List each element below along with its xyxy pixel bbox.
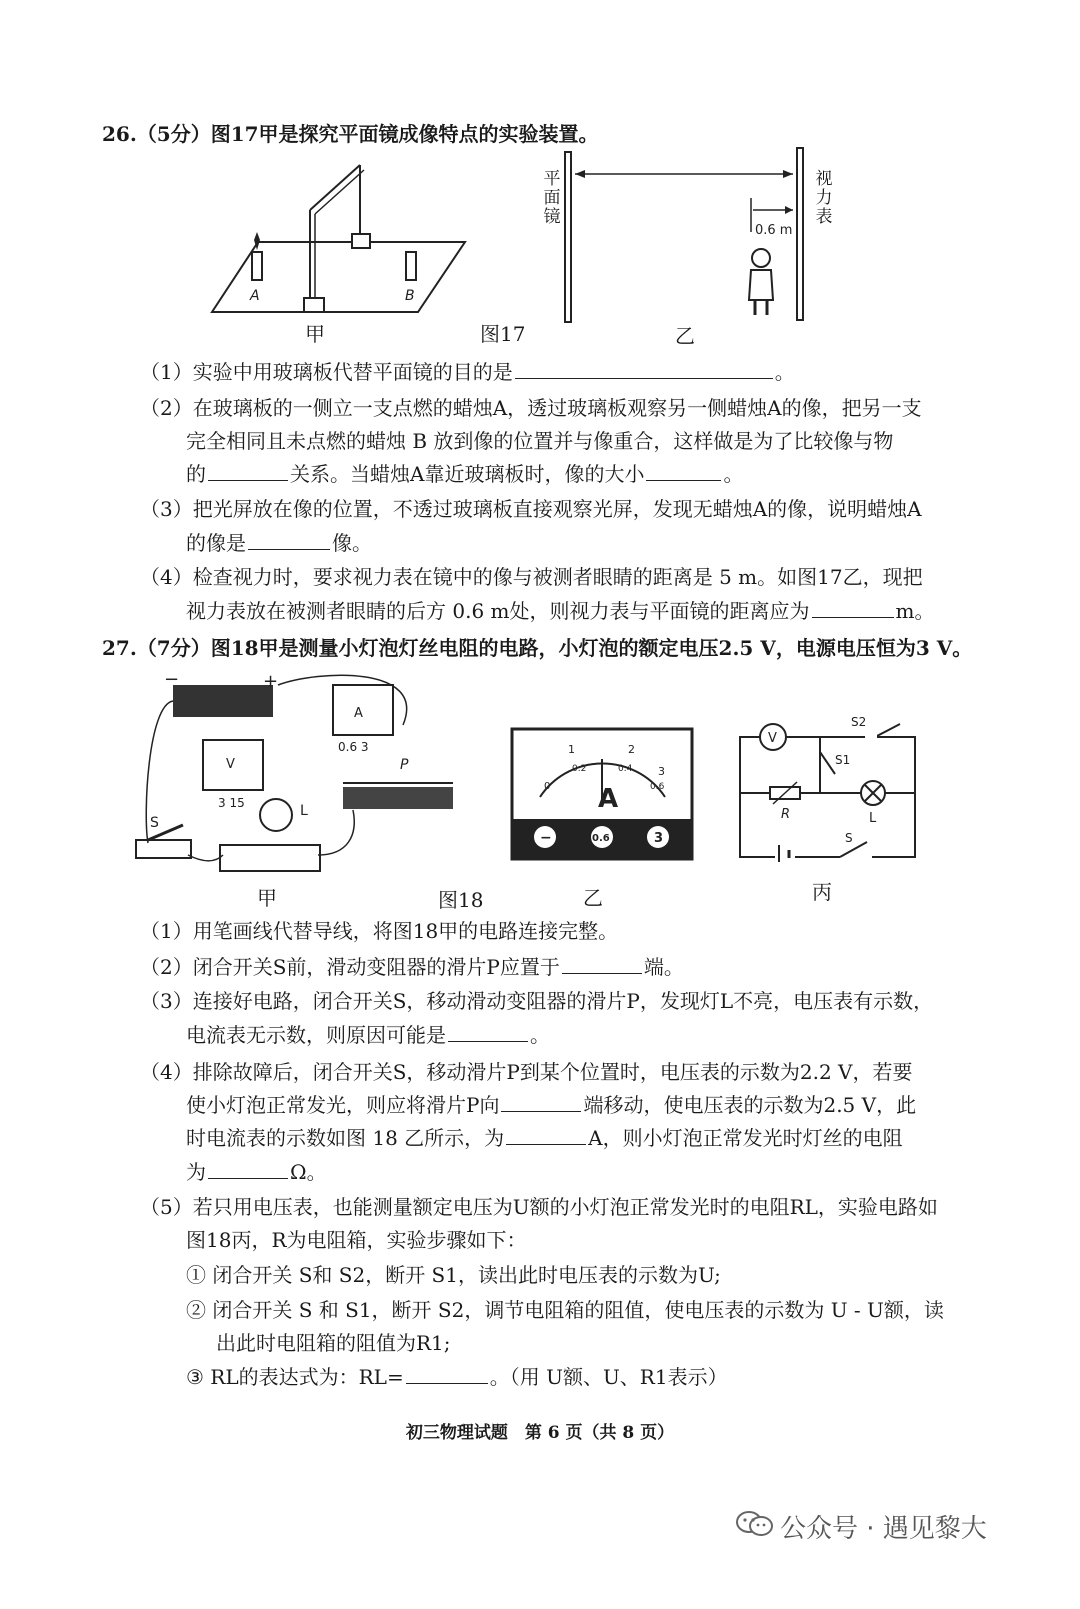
- candle-b-label: B: [405, 288, 415, 304]
- wechat-icon: [735, 1508, 775, 1538]
- fig18-yi-caption: 乙: [583, 886, 603, 910]
- q26-line-3: 完全相同且未点燃的蜡烛 B 放到像的位置并与像重合，这样做是为了比较像与物: [186, 429, 894, 453]
- voltmeter-scale: 3 15: [218, 796, 245, 810]
- q27-line-3: （3）连接好电路，闭合开关S，移动滑动变阻器的滑片P，发现灯L不亮，电压表有示数，: [140, 989, 934, 1013]
- figure18-yi-ammeter: [510, 727, 695, 867]
- q27-line-14: ③ RL的表达式为：RL= 。（用 U额、U、R1表示）: [186, 1360, 728, 1394]
- svg-text:1: 1: [568, 743, 575, 756]
- voltmeter-v: V: [226, 757, 235, 772]
- q26-line-1: （1）实验中用玻璃板代替平面镜的目的是 。: [140, 355, 795, 389]
- figure18-jia: [128, 665, 458, 880]
- svg-text:0.4: 0.4: [618, 764, 633, 774]
- q26-heading: 26.（5分）图17甲是探究平面镜成像特点的实验装置。: [102, 122, 599, 146]
- q27-line-12: ② 闭合开关 S 和 S1，断开 S2，调节电阻箱的阻值，使电压表的示数为 U - U额，读: [186, 1298, 944, 1322]
- svg-text:S2: S2: [851, 715, 867, 729]
- svg-text:R: R: [781, 807, 791, 822]
- q27-line-13: 出此时电阻箱的阻值为R1;: [216, 1331, 451, 1355]
- svg-text:L: L: [869, 811, 877, 826]
- svg-text:P: P: [400, 757, 409, 773]
- q27-line-9: （5）若只用电压表，也能测量额定电压为U额的小灯泡正常发光时的电阻RL，实验电路如: [140, 1195, 938, 1219]
- q27-line-6: 使小灯泡正常发光，则应将滑片P向 端移动，使电压表的示数为2.5 V，此: [186, 1088, 916, 1122]
- q26-line-5: （3）把光屏放在像的位置，不透过玻璃板直接观察光屏，发现无蜡烛A的像，说明蜡烛A: [140, 497, 922, 521]
- svg-text:L: L: [300, 803, 308, 819]
- svg-text:−: −: [540, 830, 552, 846]
- svg-text:−: −: [164, 669, 180, 690]
- svg-text:V: V: [768, 731, 777, 746]
- ammeter-a: A: [354, 706, 363, 721]
- q27-line-1: （1）用笔画线代替导线，将图18甲的电路连接完整。: [140, 919, 619, 943]
- svg-text:S: S: [150, 815, 159, 831]
- svg-text:3: 3: [658, 765, 665, 778]
- mirror-label: 平面镜: [543, 169, 561, 227]
- q27-heading: 27.（7分）图18甲是测量小灯泡灯丝电阻的电路，小灯泡的额定电压2.5 V，电源电压恒为3 V。: [102, 636, 973, 660]
- q27-line-2: （2）闭合开关S前，滑动变阻器的滑片P应置于 端。: [140, 950, 684, 984]
- svg-text:0.2: 0.2: [572, 764, 587, 774]
- q26-line-6: 的像是 像。: [186, 526, 372, 560]
- svg-text:0.6: 0.6: [650, 782, 665, 792]
- figure18-bing-circuit: [735, 712, 920, 862]
- svg-text:0.6: 0.6: [592, 833, 610, 844]
- svg-text:2: 2: [628, 743, 635, 756]
- q27-line-11: ① 闭合开关 S和 S2，断开 S1，读出此时电压表的示数为U;: [186, 1263, 721, 1287]
- q26-line-8: 视力表放在被测者眼睛的后方 0.6 m处，则视力表与平面镜的距离应为 m。: [186, 594, 934, 628]
- figure17-jia: [200, 150, 480, 350]
- distance-label: 0.6 m: [755, 223, 793, 238]
- fig18-jia-caption: 甲: [257, 886, 277, 910]
- q27-line-8: 为 Ω。: [186, 1155, 327, 1189]
- q26-line-4: 的 关系。当蜡烛A靠近玻璃板时，像的大小 。: [186, 457, 743, 491]
- svg-text:S: S: [845, 831, 853, 845]
- watermark-text: 公众号 · 遇见黎大: [780, 1514, 987, 1544]
- figure17-yi: [535, 140, 845, 325]
- fig18-bing-caption: 丙: [812, 880, 832, 904]
- fig17-jia-caption: 甲: [305, 322, 325, 346]
- fig17-yi-caption: 乙: [675, 324, 695, 348]
- q26-line-7: （4）检查视力时，要求视力表在镜中的像与被测者眼睛的距离是 5 m。如图17乙，现把: [140, 565, 923, 589]
- q26-line-2: （2）在玻璃板的一侧立一支点燃的蜡烛A，透过玻璃板观察另一侧蜡烛A的像，把另一支: [140, 396, 922, 420]
- candle-a-label: A: [250, 288, 260, 304]
- q27-line-5: （4）排除故障后，闭合开关S，移动滑片P到某个位置时，电压表的示数为2.2 V，若要: [140, 1060, 913, 1084]
- svg-text:0: 0: [544, 781, 551, 792]
- q27-line-4: 电流表无示数，则原因可能是 。: [186, 1018, 550, 1052]
- svg-text:A: A: [598, 784, 619, 814]
- fig18-caption: 图18: [438, 888, 484, 912]
- chart-label: 视力表: [815, 169, 833, 227]
- svg-text:+: +: [263, 671, 279, 692]
- q27-line-10: 图18丙，R为电阻箱，实验步骤如下：: [186, 1228, 527, 1252]
- svg-text:3: 3: [654, 831, 664, 846]
- q27-line-7: 时电流表的示数如图 18 乙所示，为 A，则小灯泡正常发光时灯丝的电阻: [186, 1121, 903, 1155]
- ammeter-scale: 0.6 3: [338, 740, 369, 754]
- fig17-caption: 图17: [480, 322, 526, 346]
- page-footer: 初三物理试题 第 6 页（共 8 页）: [405, 1423, 675, 1443]
- svg-text:S1: S1: [835, 753, 851, 767]
